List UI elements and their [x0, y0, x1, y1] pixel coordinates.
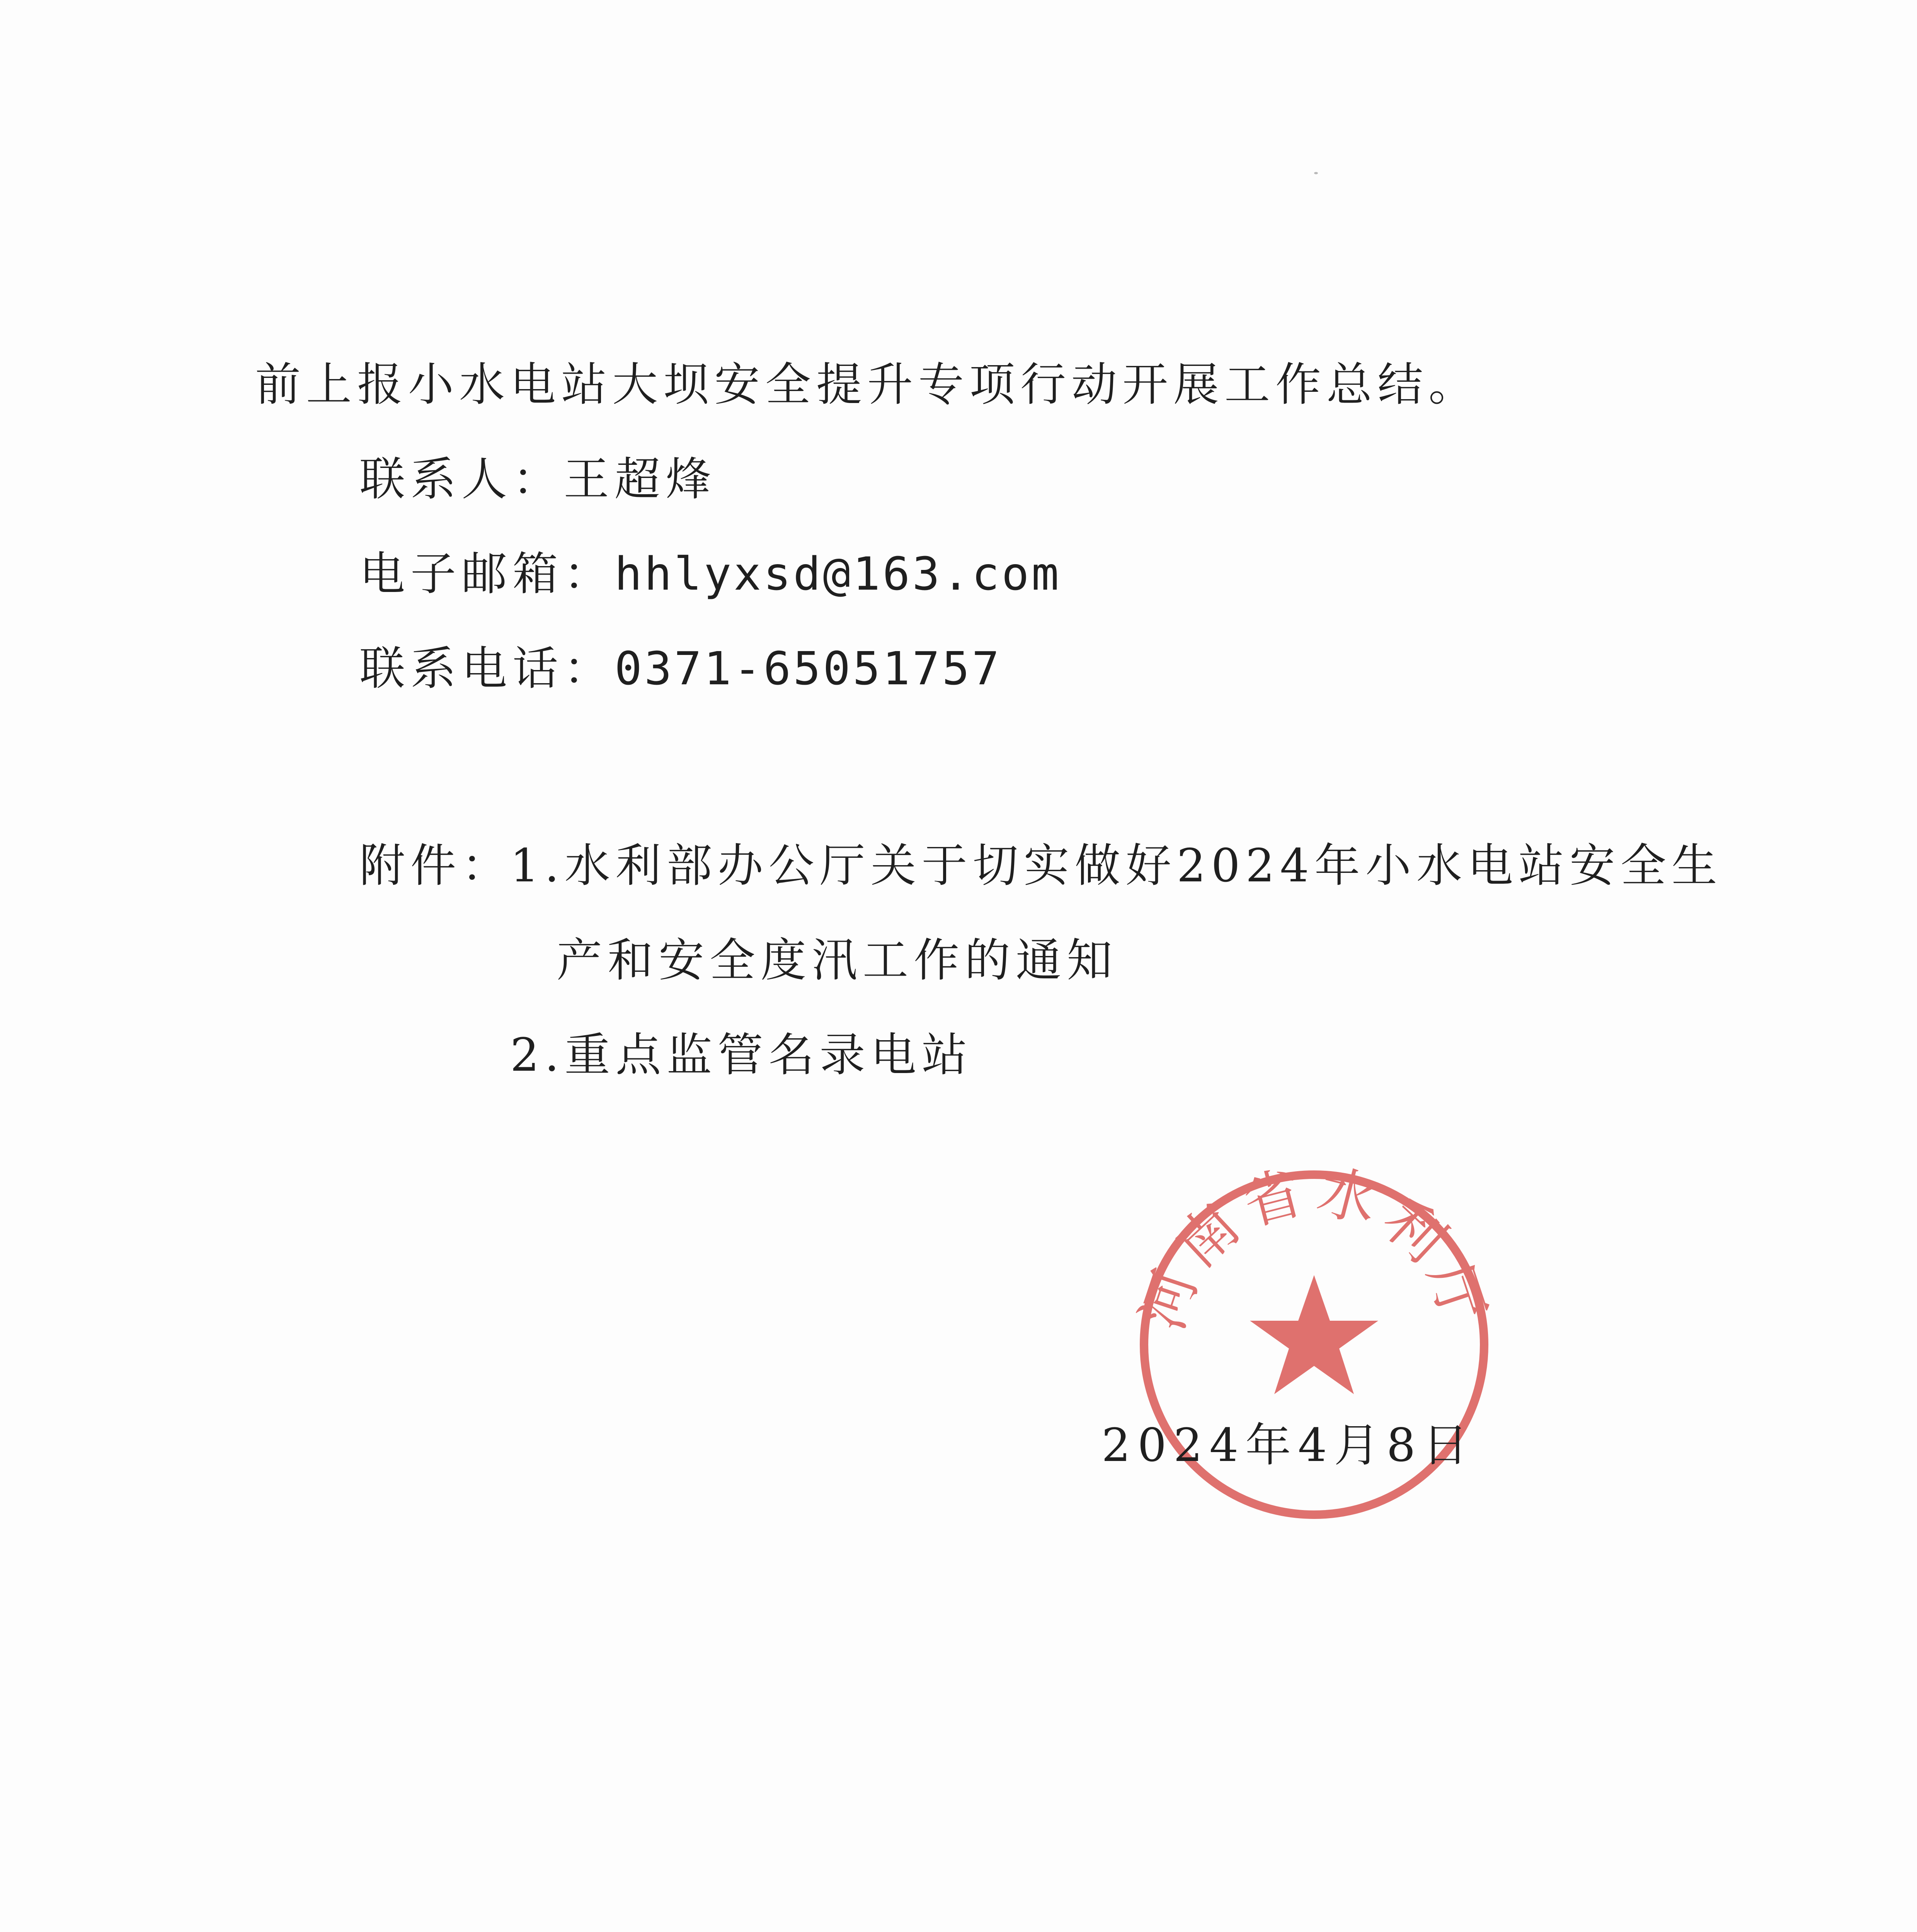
contact-phone	[359, 638, 1002, 699]
document-date: 2024年4月8日	[1102, 1418, 1475, 1472]
contact-person-label: 联系人：	[359, 452, 564, 506]
contact-phone-value: 0371-65051757	[615, 642, 1002, 695]
contact-email-label: 电子邮箱：	[359, 547, 615, 600]
contact-email	[359, 543, 1061, 605]
contact-phone-label: 联系电话：	[359, 642, 615, 695]
contact-email-value: hhlyxsd@163.com	[615, 547, 1061, 600]
contact-person	[359, 448, 717, 510]
seal-star-icon	[1250, 1275, 1378, 1394]
attachments-label: 附件：	[359, 839, 513, 892]
scan-speck	[1314, 172, 1318, 174]
body-text-line: 前上报小水电站大坝安全提升专项行动开展工作总结。	[255, 358, 1480, 411]
attachment-item-1-line-2: 产和安全度汛工作的通知	[557, 934, 1118, 987]
contact-person-name: 王超烽	[564, 452, 717, 506]
attachment-item-1-line-1: 1.水利部办公厅关于切实做好2024年小水电站安全生	[510, 839, 1723, 892]
attachment-item-2: 2.重点监管名录电站	[510, 1028, 973, 1082]
seal-text: 河南省水利厅	[1129, 1159, 1500, 1338]
